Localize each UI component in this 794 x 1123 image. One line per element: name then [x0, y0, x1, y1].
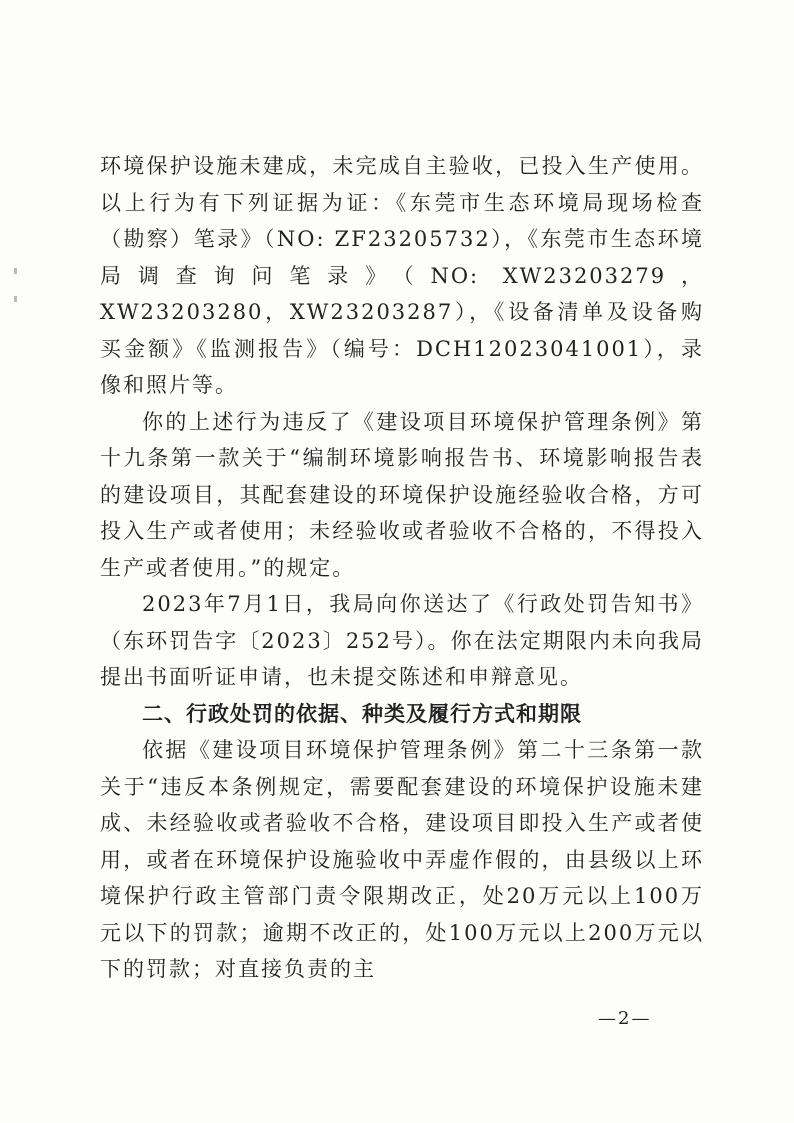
- binding-mark: [14, 296, 17, 302]
- violation-paragraph: 你的上述行为违反了《建设项目环境保护管理条例》第十九条第一款关于“编制环境影响报告书、环境影响报告表的建设项目，其配套建设的环境保护设施经验收合格，方可投入生产或者使用；未经验收或者验收不合格的，不得投入生产或者使用。”的规定。: [100, 409, 704, 580]
- document-body: [100, 148, 704, 988]
- section-heading: 二、行政处罚的依据、种类及履行方式和期限: [142, 701, 582, 726]
- binding-mark: [14, 268, 17, 274]
- page-number: —2—: [598, 1008, 652, 1029]
- legal-basis-paragraph: 依据《建设项目环境保护管理条例》第二十三条第一款关于“违反本条例规定，需要配套建设的环境保护设施未建成、未经验收或者验收不合格，建设项目即投入生产或者使用，或者在环境保护设施验收中弄虚作假的，由县级以上环境保护行政主管部门责令限期改正，处20万元以上100万元以下的罚款；逾期不改正的，处100万元以上200万元以下的罚款；对直接负责的主: [100, 738, 704, 981]
- evidence-paragraph: 环境保护设施未建成，未完成自主验收，已投入生产使用。以上行为有下列证据为证：《东莞市生态环境局现场检查（勘察）笔录》（NO: ZF23205732），《东莞市生态环境局调查询问笔录》（NO: XW23203279，XW23203280，XW23203287），《设备清单及设备购买金额》《监测报告》（编号：DCH12023041001），录像和照片等。: [100, 154, 704, 397]
- notice-paragraph: 2023年7月1日，我局向你送达了《行政处罚告知书》（东环罚告字〔2023〕252号）。你在法定期限内未向我局提出书面听证申请，也未提交陈述和申辩意见。: [100, 592, 704, 689]
